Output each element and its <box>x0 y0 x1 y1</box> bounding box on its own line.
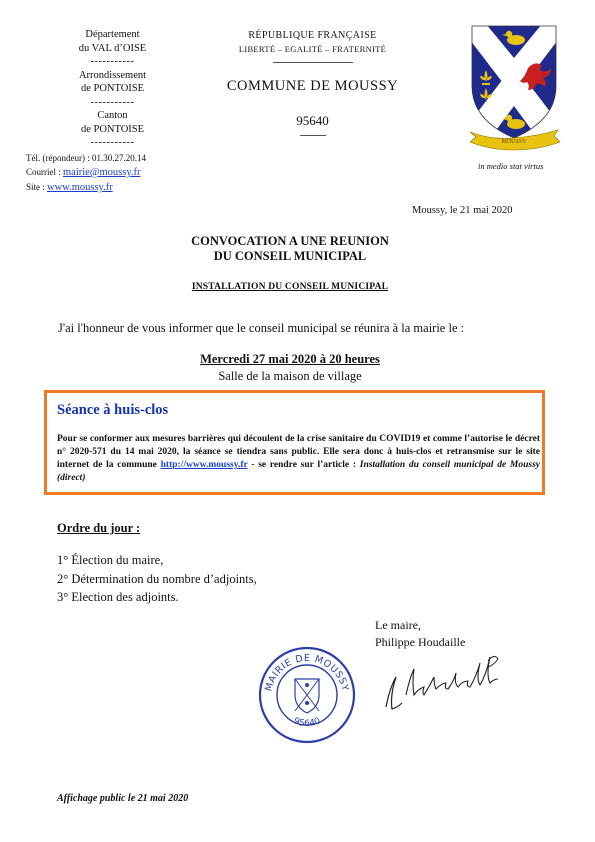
contact-block <box>26 151 146 195</box>
title-line1: CONVOCATION A UNE REUNION <box>191 234 389 248</box>
department-header <box>20 28 205 150</box>
arrondissement-line1: Arrondissement <box>78 69 147 81</box>
notice-text-part2: - se rendre sur l’article : <box>247 460 360 470</box>
agenda-item: 3° Election des adjoints. <box>57 590 179 604</box>
postcode: 95640 <box>296 113 329 128</box>
site-link[interactable]: www.moussy.fr <box>47 182 113 193</box>
public-display-note: Affichage public le 21 mai 2020 <box>57 793 189 804</box>
mairie-stamp <box>257 645 357 745</box>
agenda-title: Ordre du jour : <box>57 521 141 535</box>
signatory-role: Le maire, <box>375 618 421 632</box>
commune-name: COMMUNE DE MOUSSY <box>226 78 399 94</box>
email-link[interactable]: mairie@moussy.fr <box>63 167 141 178</box>
republique-heading: RÉPUBLIQUE FRANÇAISE <box>248 30 377 41</box>
email-line <box>26 165 146 180</box>
crest-motto: in medio stat virtus <box>478 161 544 171</box>
meeting-location: Salle de la maison de village <box>218 369 362 383</box>
coat-of-arms-icon <box>466 24 562 154</box>
svg-text:95640 <box>292 716 322 729</box>
ribbon-text: MOUSSY <box>501 139 527 145</box>
republic-motto: LIBERTÉ – EGALITÉ – FRATERNITÉ <box>238 44 387 54</box>
agenda-item: 2° Détermination du nombre d’adjoints, <box>57 571 257 586</box>
notice-text <box>57 433 540 485</box>
divider <box>273 62 353 63</box>
stamp-text-top: MAIRIE DE MOUSSY <box>263 652 351 693</box>
date-line: Moussy, le 21 mai 2020 <box>412 205 513 216</box>
site-label: Site : <box>26 182 48 192</box>
coat-of-arms-logo <box>466 24 562 154</box>
department-line2: du VAL d’OISE <box>78 42 147 54</box>
notice-title: Séance à huis-clos <box>57 402 169 418</box>
separator: ----------- <box>90 56 135 67</box>
signature-icon <box>378 645 528 720</box>
stamp-text-bottom: 95640 <box>292 716 322 730</box>
agenda-item: 1° Élection du maire, <box>57 553 164 567</box>
phone-line: Tél. (répondeur) : 01.30.27.20.14 <box>26 153 146 163</box>
document-title <box>80 234 500 264</box>
meeting-date: Mercredi 27 mai 2020 à 20 heures <box>200 352 380 366</box>
department-line1: Département <box>85 29 140 40</box>
stamp-icon <box>257 645 357 745</box>
canton-line1: Canton <box>97 110 128 121</box>
email-label: Courriel : <box>26 167 63 177</box>
divider <box>300 135 326 136</box>
canton-line2: de PONTOISE <box>80 123 145 135</box>
site-line <box>26 180 146 195</box>
separator: ----------- <box>90 137 135 148</box>
commune-header <box>205 30 420 136</box>
notice-text-part1: Pour se conformer aux mesures barrières qui découlent de la crise sanitaire du COVID19 et comme l’autorise le décret n° 2020-571 du 14 mai 2020, la séance se tiendra sans public. Elle sera donc à huis-clos et retransmise sur le site internet de la commune <box>57 434 540 470</box>
agenda-list <box>57 551 257 607</box>
intro-text: J'ai l'honneur de vous informer que le conseil municipal se réunira à la mairie le : <box>58 321 465 335</box>
notice-url-link[interactable]: http://www.moussy.fr <box>160 460 248 470</box>
arrondissement-line2: de PONTOISE <box>80 83 145 94</box>
signatory-name: Philippe Houdaille <box>375 635 466 649</box>
handwritten-signature <box>378 645 528 720</box>
separator: ----------- <box>90 96 135 108</box>
notice-article: Installation du conseil municipal de Moussy (direct) <box>57 460 540 483</box>
title-line2: DU CONSEIL MUNICIPAL <box>213 249 367 263</box>
document-subtitle: INSTALLATION DU CONSEIL MUNICIPAL <box>191 282 389 292</box>
